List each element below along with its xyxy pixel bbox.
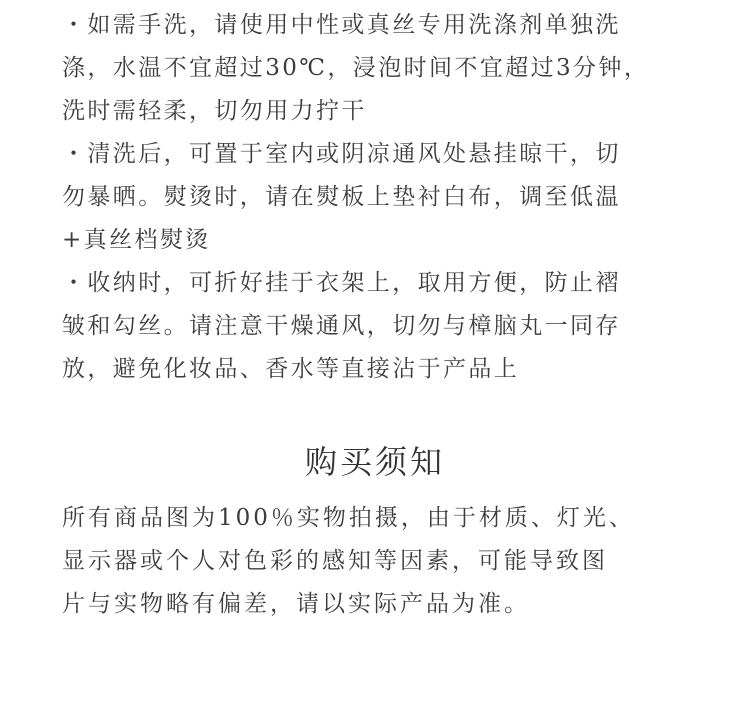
purchase-notice-title: 购买须知	[304, 443, 445, 481]
care-line: ・清洗后，可置于室内或阴凉通风处悬挂晾干，切	[62, 141, 621, 167]
care-line: 洗时需轻柔，切勿用力拧干	[62, 98, 367, 124]
notice-line: 片与实物略有偏差，请以实际产品为准。	[62, 591, 530, 617]
care-line: ・收纳时，可折好挂于衣架上，取用方便，防止褶	[62, 270, 621, 296]
notice-line: 所有商品图为100％实物拍摄，由于材质、灯光、	[62, 505, 635, 531]
care-line: ・如需手洗，请使用中性或真丝专用洗涤剂单独洗	[62, 12, 621, 38]
notice-line: 显示器或个人对色彩的感知等因素，可能导致图	[62, 548, 608, 574]
care-line: 涤，水温不宜超过30℃，浸泡时间不宜超过3分钟，	[62, 55, 650, 81]
care-line: +真丝档熨烫	[62, 227, 211, 253]
care-line: 放，避免化妆品、香水等直接沾于产品上	[62, 356, 520, 382]
purchase-notice-body	[62, 497, 702, 626]
care-line: 勿暴晒。熨烫时，请在熨板上垫衬白布，调至低温	[62, 184, 621, 210]
care-line: 皱和勾丝。请注意干燥通风，切勿与樟脑丸一同存	[62, 313, 621, 339]
care-instructions	[62, 4, 702, 391]
